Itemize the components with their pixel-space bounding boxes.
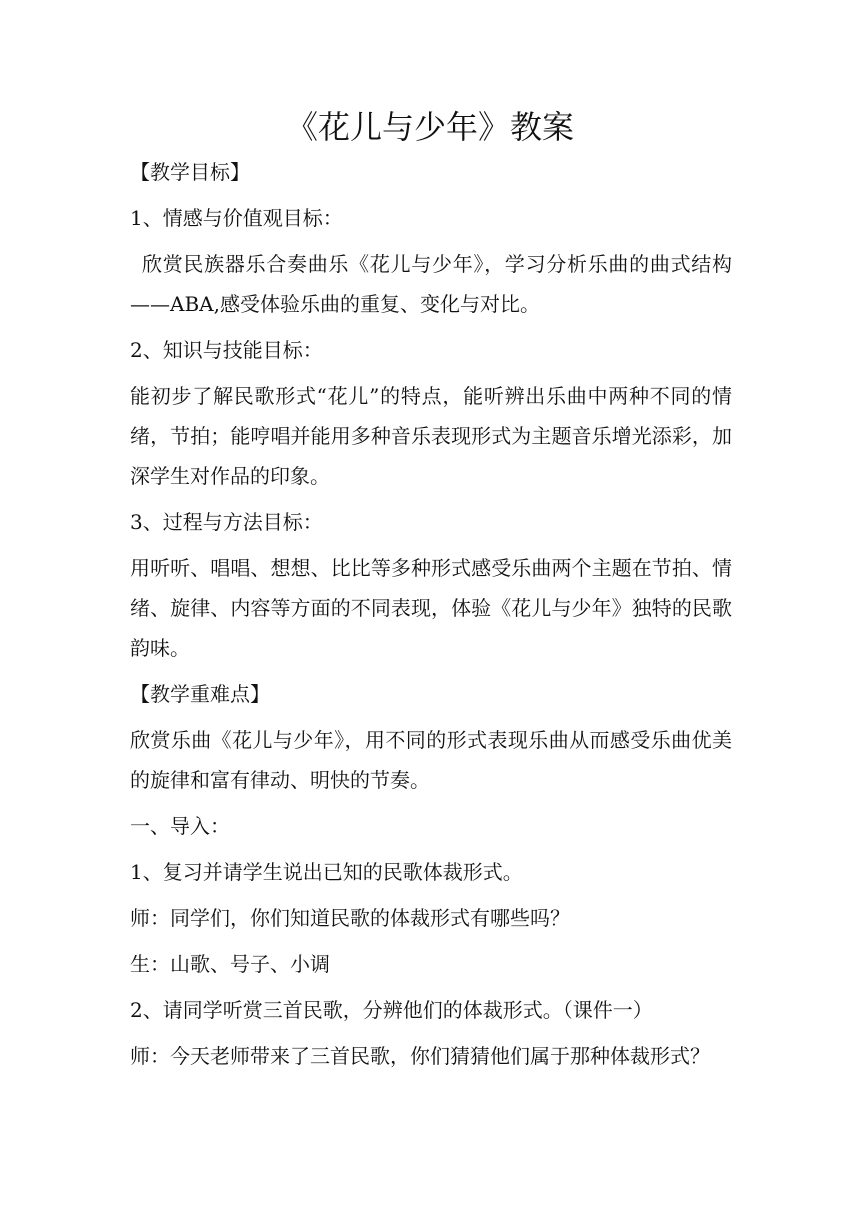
objective-2-heading: 2、知识与技能目标： xyxy=(130,338,323,362)
objective-1-heading: 1、情感与价值观目标： xyxy=(130,206,343,230)
section-heading-key-points: 【教学重难点】 xyxy=(130,682,270,706)
objective-1-text: 欣赏民族器乐合奏曲乐《花儿与少年》，学习分析乐曲的曲式结构——ABA,感受体验乐曲的重复、变化与对比。 xyxy=(130,252,732,316)
section-heading-objectives: 【教学目标】 xyxy=(130,160,250,184)
teacher-line-1: 师：同学们，你们知道民歌的体裁形式有哪些吗？ xyxy=(130,906,570,930)
document-body xyxy=(130,152,732,1076)
objective-3-text: 用听听、唱唱、想想、比比等多种形式感受乐曲两个主题在节拍、情绪、旋律、内容等方面的不同表现，体验《花儿与少年》独特的民歌韵味。 xyxy=(130,556,732,660)
key-points-text: 欣赏乐曲《花儿与少年》，用不同的形式表现乐曲从而感受乐曲优美的旋律和富有律动、明快的节奏。 xyxy=(130,728,732,792)
intro-step-1: 1、复习并请学生说出已知的民歌体裁形式。 xyxy=(130,860,523,884)
document-title: 《花儿与少年》教案 xyxy=(285,108,574,146)
teacher-line-2: 师：今天老师带来了三首民歌，你们猜猜他们属于那种体裁形式？ xyxy=(130,1044,710,1068)
intro-step-2: 2、请同学听赏三首民歌，分辨他们的体裁形式。（课件一） xyxy=(130,998,653,1022)
objective-2-text: 能初步了解民歌形式“花儿”的特点，能听辨出乐曲中两种不同的情绪，节拍；能哼唱并能用多种音乐表现形式为主题音乐增光添彩，加深学生对作品的印象。 xyxy=(130,384,732,488)
section-heading-intro: 一、导入： xyxy=(130,814,230,838)
student-line-1: 生：山歌、号子、小调 xyxy=(130,952,330,976)
objective-3-heading: 3、过程与方法目标： xyxy=(130,510,323,534)
